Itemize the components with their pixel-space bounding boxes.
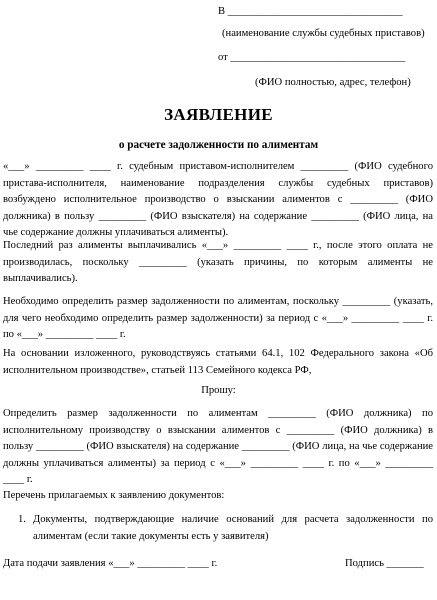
request-heading: Прошу:	[201, 385, 236, 396]
addressee-line: В _________________________________	[218, 6, 403, 17]
submission-date-line: Дата подачи заявления «___» _________ ____ г.	[3, 558, 218, 569]
attachment-text: Документы, подтверждающие наличие оснований для расчета задолженности по алиментам (если такие документы есть у заявителя)	[33, 514, 433, 542]
document-subtitle: о расчете задолженности по алиментам	[118, 139, 319, 151]
sender-line: от _________________________________	[218, 52, 406, 63]
attachments-heading: Перечень прилагаемых к заявлению документов:	[3, 490, 225, 501]
document-title: ЗАЯВЛЕНИЕ	[164, 105, 273, 124]
paragraph-proceedings: «___» _________ ____ г. судебным приставом-исполнителем _________ (ФИО судебного пристава-исполнителя, наименование подразделения службы судебных приставов) возбуждено исполнительное производство о взыскании алиментов с _________ (ФИО должника) в пользу _________ (ФИО взыскателя) на содержание _________ (ФИО лица, на чье содержание должны уплачиваться алименты).	[3, 161, 433, 238]
signature-line: Подпись _______	[345, 558, 424, 569]
attachment-number: 1.	[18, 514, 26, 525]
sender-caption: (ФИО полностью, адрес, телефон)	[255, 77, 411, 88]
paragraph-legal-basis: На основании изложенного, руководствуясь статьями 64.1, 102 Федерального закона «Об исполнительном производстве», статьей 113 Семейного кодекса РФ,	[3, 348, 433, 376]
paragraph-last-payment: Последний раз алименты выплачивались «___» _________ ____ г., после этого оплата не производилась, поскольку _________ (указать причины, по которым алименты не выплачивались).	[3, 240, 433, 284]
paragraph-request: Определить размер задолженности по алиментам _________ (ФИО должника) по исполнительному производству о взыскании алиментов с _________ (ФИО должника) в пользу _________ (ФИО взыскателя) на содержание _________ (ФИО лица, на чье содержание должны уплачиваться алименты) за период с «___» _________ ____ г. по «___» _________ ____ г.	[3, 408, 433, 485]
paragraph-necessity: Необходимо определить размер задолженности по алиментам, поскольку _________ (указать, для чего необходимо определить размер задолженности) за период с «___» _________ ____ г. по «___» _________ ____ г.	[3, 296, 433, 340]
addressee-caption: (наименование службы судебных приставов)	[222, 28, 425, 39]
